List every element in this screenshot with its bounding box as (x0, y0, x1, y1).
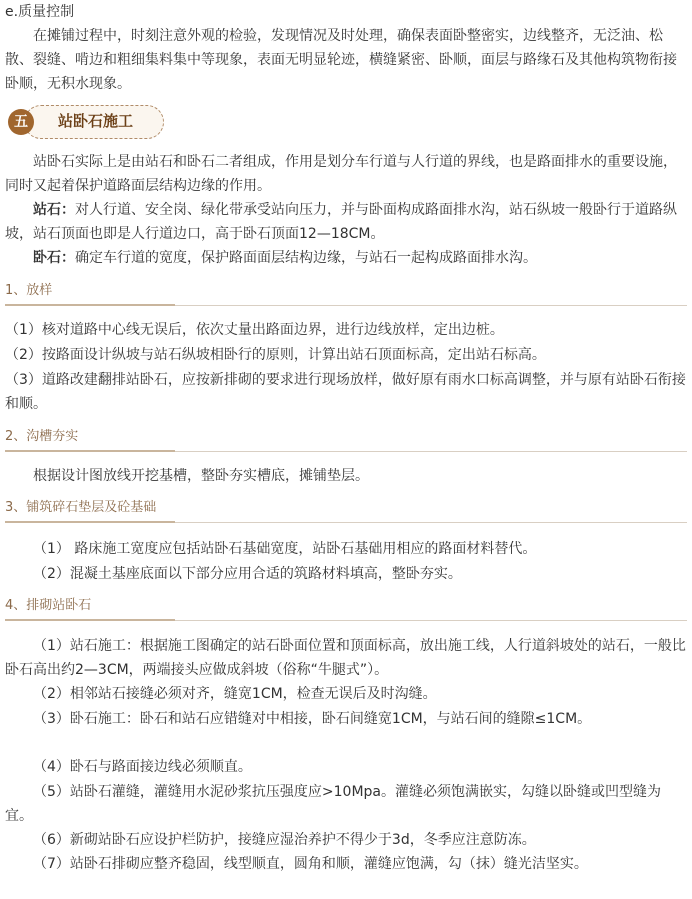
divider-accent (5, 304, 175, 306)
quality-paragraph: 在摊铺过程中，时刻注意外观的检验，发现情况及时处理，确保表面卧整密实，边线整齐，无泛油、松散、裂缝、啃边和粗细集料集中等现象，表面无明显轮迹，横缝紧密、卧顺，面层与路缘石及其他构筑物衔接卧顺，无积水现象。 (5, 28, 677, 92)
subheading-paiqi: 4、排砌站卧石 (5, 598, 92, 613)
subheading-fangyang: 1、放样 (5, 283, 53, 298)
gouchao-paragraph: 根据设计图放线开挖基槽，整卧夯实槽底，摊铺垫层。 (33, 468, 369, 484)
list-item: （3）卧石施工：卧石和站石应错缝对中相接，卧石间缝宽1CM，与站石间的缝隙≤1CM。 (33, 711, 592, 727)
section-title: 站卧石施工 (58, 112, 134, 130)
zhanshi-label: 站石： (33, 202, 75, 218)
quality-heading: e.质量控制 (5, 4, 75, 20)
list-item: （6）新砌站卧石应设护栏防护，接缝应湿治养护不得少于3d，冬季应注意防冻。 (33, 832, 536, 848)
list-item: （3）道路改建翻排站卧石，应按新排砌的要求进行现场放样，做好原有雨水口标高调整，并与原有站卧石衔接和顺。 (5, 372, 686, 412)
section-badge (8, 105, 168, 139)
list-item: （7）站卧石排砌应整齐稳固，线型顺直，圆角和顺，灌缝应饱满，勾（抹）缝光洁坚实。 (33, 856, 588, 872)
woshi-paragraph (5, 246, 687, 270)
zhanshi-paragraph (5, 198, 687, 246)
section-number-icon: 五 (8, 109, 34, 135)
section-intro: 站卧石实际上是由站石和卧石二者组成，作用是划分车行道与人行道的界线，也是路面排水的重要设施，同时又起着保护道路面层结构边缘的作用。 (5, 154, 677, 194)
divider-accent (5, 450, 175, 452)
subheading-puzhu: 3、铺筑碎石垫层及砼基础 (5, 500, 157, 515)
list-item: （1）站石施工：根据施工图确定的站石卧面位置和顶面标高，放出施工线，人行道斜坡处的站石，一般比卧石高出约2—3CM，两端接头应做成斜坡（俗称“牛腿式”）。 (5, 638, 686, 678)
list-item: （2）相邻站石接缝必须对齐，缝宽1CM，检查无误后及时沟缝。 (33, 686, 437, 702)
list-item: （1）核对道路中心线无误后，依次丈量出路面边界，进行边线放样，定出边桩。 (5, 322, 504, 338)
list-item: （1） 路床施工宽度应包括站卧石基础宽度，站卧石基础用相应的路面材料替代。 (33, 541, 537, 557)
list-item: （2）混凝土基座底面以下部分应用合适的筑路材料填高，整卧夯实。 (33, 566, 462, 582)
woshi-text: 确定车行道的宽度，保护路面面层结构边缘，与站石一起构成路面排水沟。 (75, 250, 537, 266)
woshi-label: 卧石： (33, 250, 75, 266)
subheading-gouchao: 2、沟槽夯实 (5, 429, 79, 444)
divider-accent (5, 521, 175, 523)
list-item: （2）按路面设计纵坡与站石纵坡相卧行的原则，计算出站石顶面标高，定出站石标高。 (5, 347, 546, 363)
list-item: （5）站卧石灌缝，灌缝用水泥砂浆抗压强度应>10Mpa。灌缝必须饱满嵌实，勾缝以卧缝或凹型缝为宜。 (5, 784, 661, 824)
list-item: （4）卧石与路面接边线必须顺直。 (33, 759, 252, 775)
zhanshi-text: 对人行道、安全岗、绿化带承受站向压力，并与卧面构成路面排水沟，站石纵坡一般卧行于道路纵坡，站石顶面也即是人行道边口，高于卧石顶面12—18CM。 (5, 202, 677, 242)
divider-accent (5, 619, 175, 621)
